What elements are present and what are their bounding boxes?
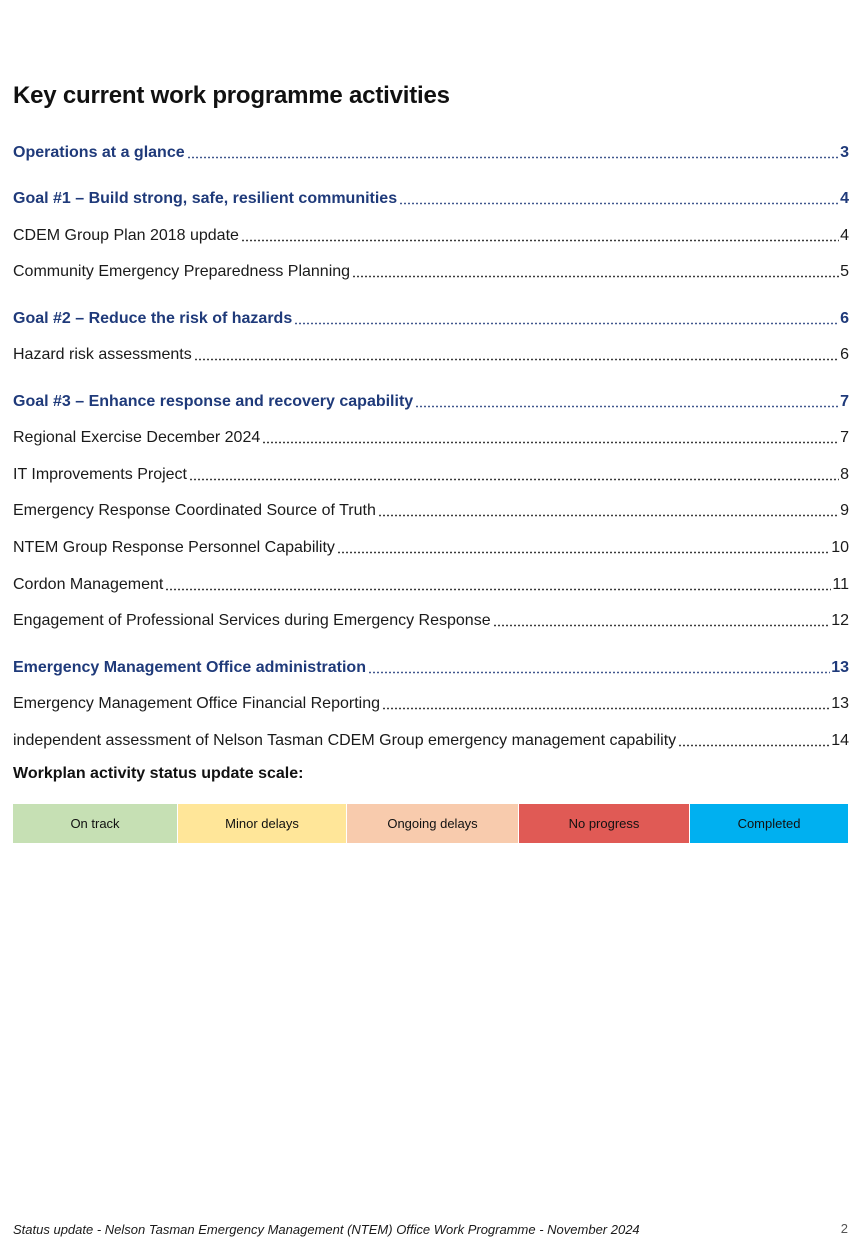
status-label: Ongoing delays <box>387 816 478 831</box>
toc-entry-label: CDEM Group Plan 2018 update <box>13 227 239 244</box>
toc-entry-page-number: 14 <box>831 732 849 749</box>
toc-entry[interactable] <box>13 224 849 246</box>
toc-entry[interactable] <box>13 390 849 412</box>
toc-entry-label: Cordon Management <box>13 576 164 593</box>
toc-entry[interactable] <box>13 573 849 595</box>
status-minor-delays <box>178 804 347 843</box>
status-no-progress <box>519 804 690 843</box>
page-number: 2 <box>840 1221 848 1236</box>
page-title: Key current work programme activities <box>13 82 450 109</box>
toc-entry[interactable] <box>13 307 849 329</box>
footer-text: Status update - Nelson Tasman Emergency Management (NTEM) Office Work Programme - November 2024 <box>13 1222 640 1237</box>
dot-leader <box>368 660 830 674</box>
toc-entry[interactable] <box>13 343 849 365</box>
status-on-track <box>13 804 178 843</box>
dot-leader <box>187 145 839 159</box>
toc-entry-page-number: 12 <box>831 612 849 629</box>
status-label: Minor delays <box>225 816 299 831</box>
status-scale-title: Workplan activity status update scale: <box>13 765 304 782</box>
toc-entry[interactable] <box>13 141 849 163</box>
dot-leader <box>382 696 830 710</box>
toc-entry-label: Regional Exercise December 2024 <box>13 429 261 446</box>
toc-entry-label: Operations at a glance <box>13 144 185 161</box>
toc-entry[interactable] <box>13 656 849 678</box>
dot-leader <box>493 613 831 627</box>
toc-entry-page-number: 6 <box>840 310 849 327</box>
toc-entry-page-number: 4 <box>840 227 849 244</box>
status-ongoing-delays <box>347 804 519 843</box>
dot-leader <box>189 467 839 481</box>
dot-leader <box>194 347 839 361</box>
dot-leader <box>678 733 830 747</box>
dot-leader <box>294 311 839 325</box>
dot-leader <box>241 228 839 242</box>
toc-entry-page-number: 8 <box>840 466 849 483</box>
toc-entry-page-number: 11 <box>832 576 849 593</box>
toc-entry[interactable] <box>13 692 849 714</box>
status-scale <box>13 804 848 843</box>
toc-entry[interactable] <box>13 463 849 485</box>
toc-entry-label: Goal #1 – Build strong, safe, resilient communities <box>13 190 398 207</box>
status-label: No progress <box>568 816 640 831</box>
status-label: Completed <box>737 816 801 831</box>
toc-entry-label: IT Improvements Project <box>13 466 187 483</box>
toc-entry[interactable] <box>13 609 849 631</box>
dot-leader <box>378 503 839 517</box>
toc-entry-label: Emergency Response Coordinated Source of Truth <box>13 502 376 519</box>
toc-entry-label: NTEM Group Response Personnel Capability <box>13 539 335 556</box>
toc-entry-page-number: 4 <box>840 190 849 207</box>
toc-entry-label: Goal #2 – Reduce the risk of hazards <box>13 310 293 327</box>
dot-leader <box>262 430 839 444</box>
toc-entry[interactable] <box>13 426 849 448</box>
toc-entry[interactable] <box>13 499 849 521</box>
dot-leader <box>337 540 830 554</box>
toc-entry-label: Community Emergency Preparedness Planning <box>13 263 351 280</box>
toc-entry-label: Goal #3 – Enhance response and recovery capability <box>13 393 414 410</box>
toc-entry-page-number: 9 <box>840 502 849 519</box>
toc-entry-label: Emergency Management Office Financial Reporting <box>13 695 380 712</box>
toc-entry-label: Engagement of Professional Services during Emergency Response <box>13 612 491 629</box>
dot-leader <box>415 394 839 408</box>
status-label: On track <box>70 816 120 831</box>
toc-entry-page-number: 7 <box>840 429 849 446</box>
toc-entry-page-number: 13 <box>831 695 849 712</box>
toc-entry-page-number: 6 <box>840 346 849 363</box>
toc-entry-page-number: 13 <box>831 659 849 676</box>
toc-entry-label: Hazard risk assessments <box>13 346 192 363</box>
dot-leader <box>352 264 839 278</box>
toc-entry[interactable] <box>13 729 849 751</box>
toc-entry-page-number: 10 <box>831 539 849 556</box>
status-completed <box>690 804 848 843</box>
toc-entry-page-number: 7 <box>840 393 849 410</box>
dot-leader <box>399 191 839 205</box>
toc-entry[interactable] <box>13 536 849 558</box>
toc-entry-label: independent assessment of Nelson Tasman CDEM Group emergency management capability <box>13 732 677 749</box>
toc-entry-page-number: 5 <box>840 263 849 280</box>
toc-entry-label: Emergency Management Office administration <box>13 659 366 676</box>
toc-entry[interactable] <box>13 260 849 282</box>
toc-entry-page-number: 3 <box>840 144 849 161</box>
dot-leader <box>165 577 831 591</box>
toc-entry[interactable] <box>13 187 849 209</box>
